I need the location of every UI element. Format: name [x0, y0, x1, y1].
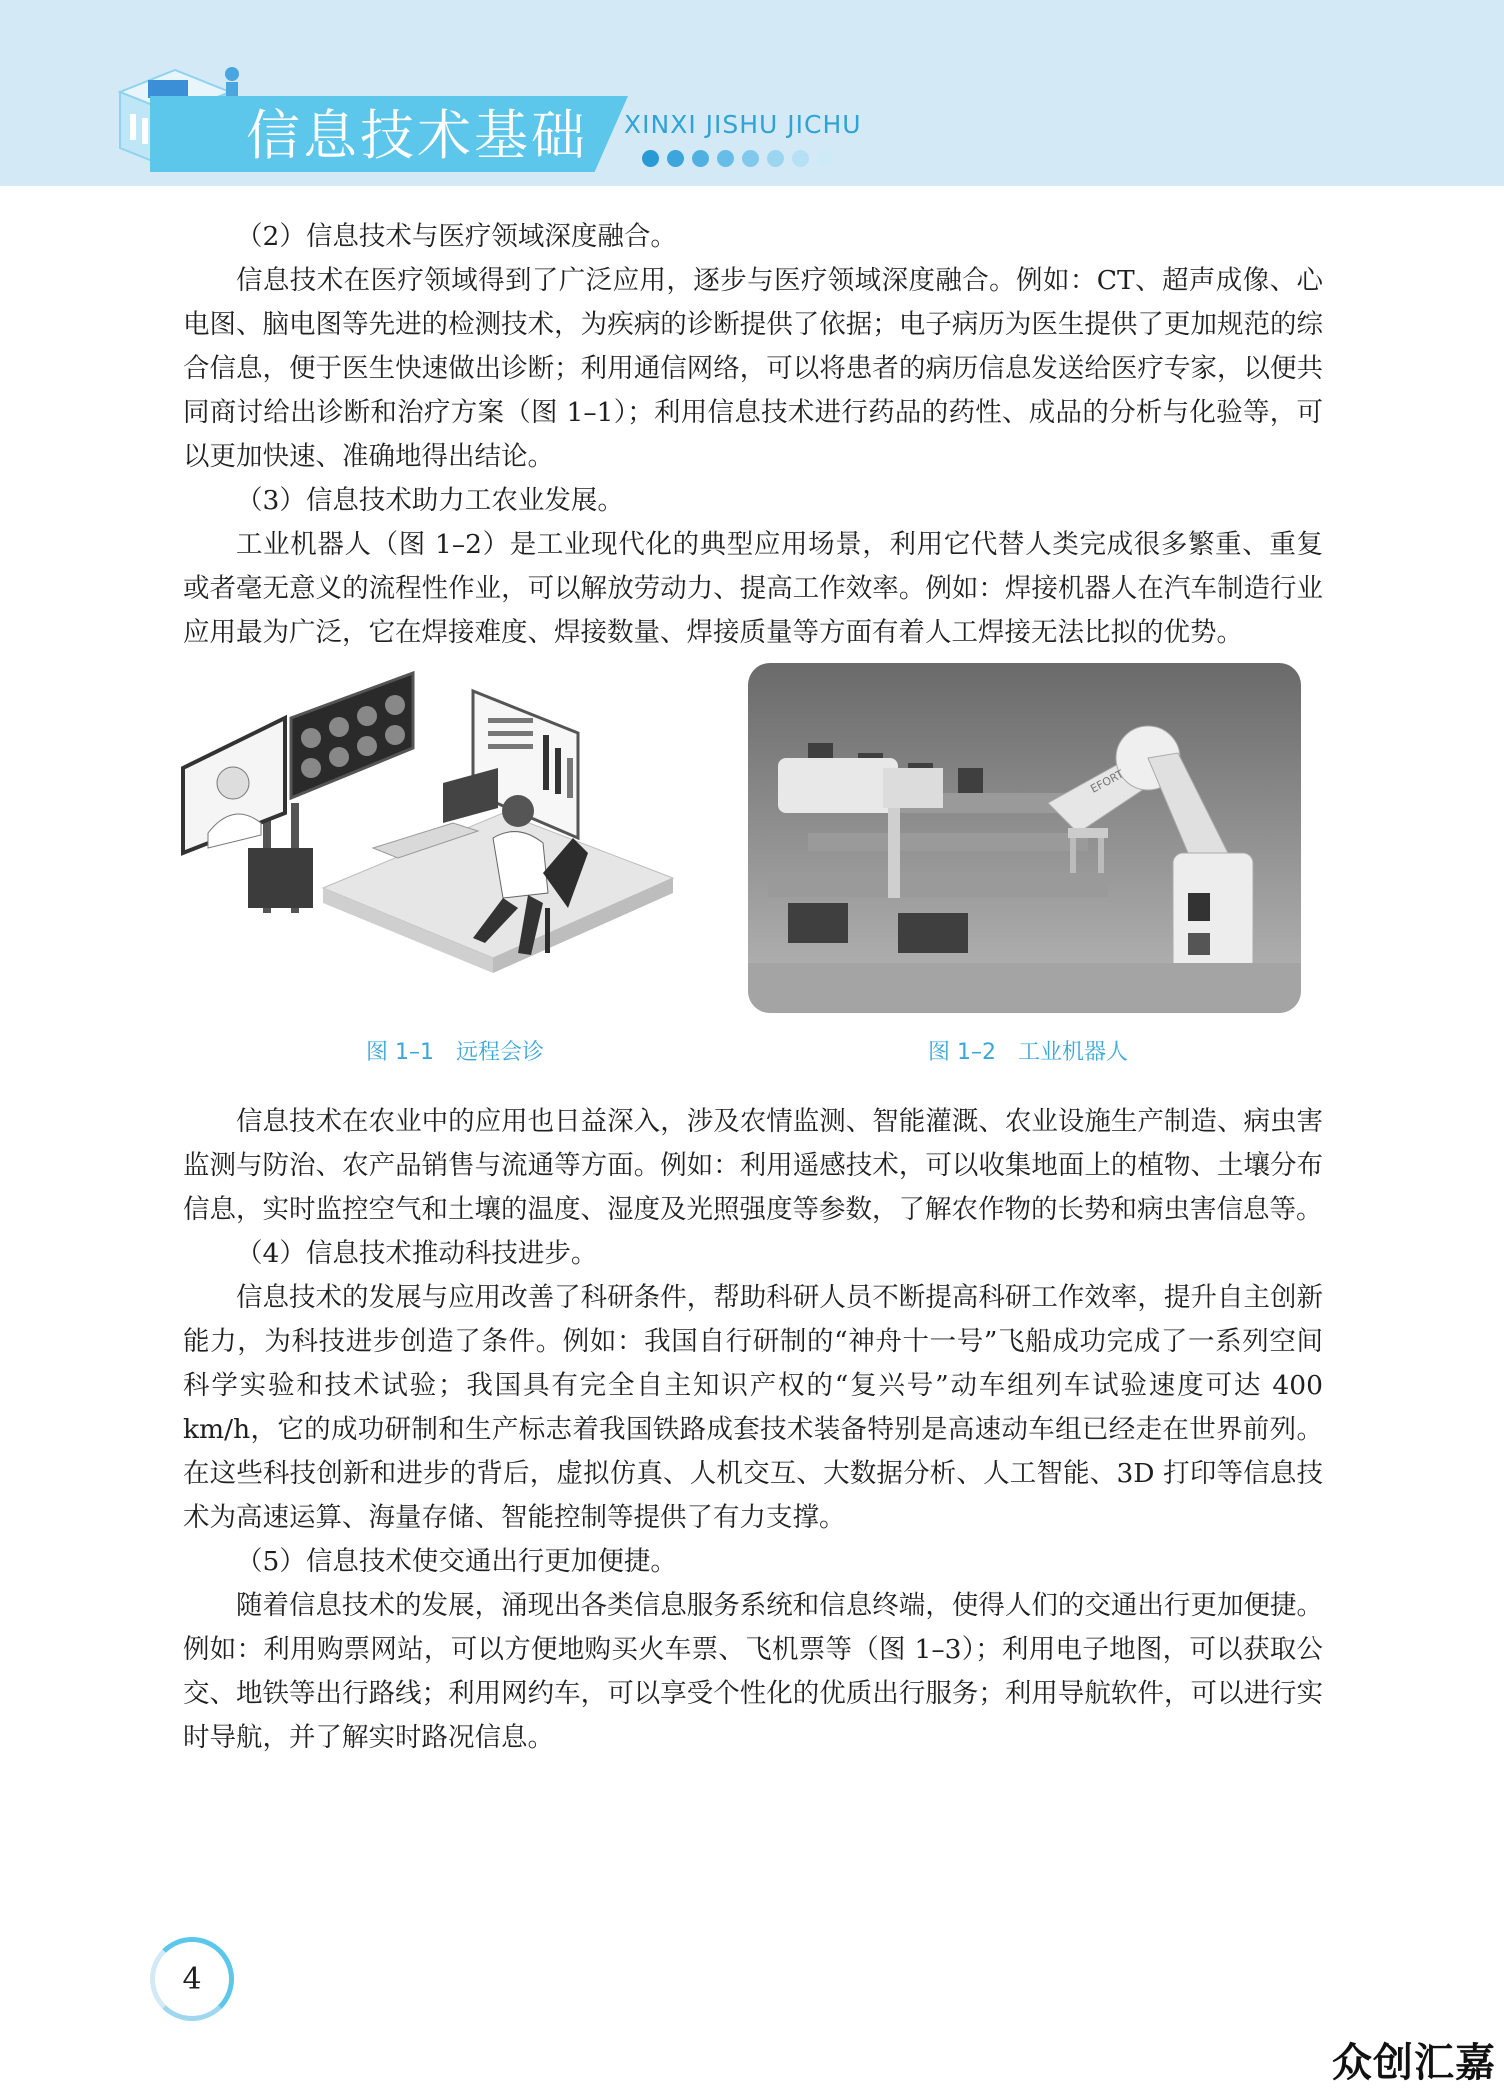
paragraph-medical: 信息技术在医疗领域得到了广泛应用，逐步与医疗领域深度融合。例如：CT、超声成像、心电图、脑电图等先进的检测技术，为疾病的诊断提供了依据；电子病历为医生提供了更加规范的综合信息，便于医生快速做出诊断；利用通信网络，可以将患者的病历信息发送给医疗专家，以便共同商讨给出诊断和治疗方案（图 1–1）；利用信息技术进行药品的药性、成品的分析与化验等，可以更加快速、准确地得出结论。: [183, 265, 1323, 472]
paragraph-agriculture: 信息技术在农业中的应用也日益深入，涉及农情监测、智能灌溉、农业设施生产制造、病虫害监测与防治、农产品销售与流通等方面。例如：利用遥感技术，可以收集地面上的植物、土壤分布信息，实时监控空气和土壤的温度、湿度及光照强度等参数，了解农作物的长势和病虫害信息等。: [183, 1106, 1323, 1225]
watermark: 众创汇嘉: [1332, 2040, 1496, 2086]
figure-1-1-caption: 图 1–1 远程会诊: [366, 1040, 544, 1065]
book-title-pinyin: XINXI JISHU JICHU: [624, 110, 862, 139]
dot-icon: [792, 150, 809, 167]
dot-icon: [667, 150, 684, 167]
page-number: 4: [182, 1961, 202, 1997]
paragraph-science: 信息技术的发展与应用改善了科研条件，帮助科研人员不断提高科研工作效率，提升自主创新能力，为科技进步创造了条件。例如：我国自行研制的“神舟十一号”飞船成功完成了一系列空间科学实验和技术试验；我国具有完全自主知识产权的“复兴号”动车组列车试验速度可达 400 km/h，它的成功研制和生产标志着我国铁路成套技术装备特别是高速动车组已经走在世界前列。在这些科技创新和进步的背后，虚拟仿真、人机交互、大数据分析、人工智能、3D 打印等信息技术为高速运算、海量存储、智能控制等提供了有力支撑。: [183, 1282, 1323, 1533]
subheading-2: （2）信息技术与医疗领域深度融合。: [236, 221, 677, 252]
dot-icon: [642, 150, 659, 167]
subheading-5: （5）信息技术使交通出行更加便捷。: [236, 1546, 677, 1577]
dot-icon: [767, 150, 784, 167]
paragraph-transport: 随着信息技术的发展，涌现出各类信息服务系统和信息终端，使得人们的交通出行更加便捷。例如：利用购票网站，可以方便地购买火车票、飞机票等（图 1–3）；利用电子地图，可以获取公交、地铁等出行路线；利用网约车，可以享受个性化的优质出行服务；利用导航软件，可以进行实时导航，并了解实时路况信息。: [183, 1590, 1323, 1753]
dot-icon: [717, 150, 734, 167]
figure-1-2-caption: 图 1–2 工业机器人: [928, 1040, 1128, 1065]
page-header: [0, 0, 1504, 186]
remote-consultation-illustration: [173, 663, 718, 1003]
book-title: 信息技术基础: [246, 104, 588, 167]
dot-icon: [817, 150, 834, 167]
robot-brand-label: EFORT: [1088, 767, 1126, 796]
dot-icon: [742, 150, 759, 167]
industrial-robot-image: [748, 663, 1301, 1013]
dot-icon: [692, 150, 709, 167]
paragraph-industry: 工业机器人（图 1–2）是工业现代化的典型应用场景，利用它代替人类完成很多繁重、重复或者毫无意义的流程性作业，可以解放劳动力、提高工作效率。例如：焊接机器人在汽车制造行业应用最为广泛，它在焊接难度、焊接数量、焊接质量等方面有着人工焊接无法比拟的优势。: [183, 529, 1323, 648]
decorative-dots: [642, 150, 834, 167]
page-content: [183, 215, 1323, 1760]
figure-row: [183, 663, 1323, 1088]
subheading-3: （3）信息技术助力工农业发展。: [236, 485, 624, 516]
industrial-robot-photo: [748, 663, 1301, 1013]
subheading-4: （4）信息技术推动科技进步。: [236, 1238, 598, 1269]
